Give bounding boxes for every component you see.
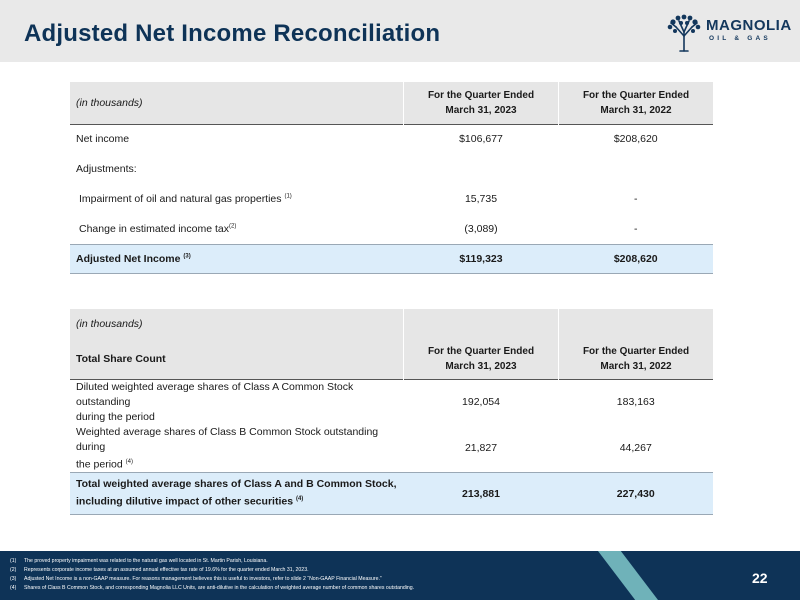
footnote-text: Represents corporate income taxes at an assumed annual effective tax rate of 19.6% for the quarter ended March 31, 2023. bbox=[24, 567, 309, 573]
row-label bbox=[70, 425, 404, 473]
row-label-text: Weighted average shares of Class B Common Stock outstanding during bbox=[76, 425, 379, 453]
row-label bbox=[70, 379, 404, 425]
row-value-2023: 213,881 bbox=[404, 473, 559, 515]
share-count-table bbox=[70, 309, 713, 515]
row-value-2023 bbox=[404, 154, 559, 184]
footnote-item bbox=[10, 566, 650, 575]
column-header-2023 bbox=[404, 82, 559, 124]
row-label bbox=[70, 184, 404, 214]
table-row bbox=[70, 154, 713, 184]
footnote-number: (3) bbox=[10, 576, 17, 582]
row-value-2022: 44,267 bbox=[619, 442, 652, 455]
column-header-line: For the Quarter Ended bbox=[427, 345, 535, 357]
section-label: Total Share Count bbox=[70, 339, 404, 379]
row-value-2023: (3,089) bbox=[464, 222, 498, 235]
row-value-2022: 183,163 bbox=[559, 379, 714, 425]
row-value-2023: $106,677 bbox=[404, 124, 559, 154]
table-row bbox=[70, 214, 713, 244]
footnote-ref: (4) bbox=[125, 458, 133, 465]
footnote-number: (1) bbox=[10, 558, 17, 564]
logo-tagline: OIL & GAS bbox=[709, 35, 771, 42]
row-value-2022: - bbox=[634, 222, 638, 235]
row-value-2022: $208,620 bbox=[559, 124, 714, 154]
column-header-line: March 31, 2022 bbox=[600, 360, 672, 372]
tree-icon bbox=[666, 12, 702, 52]
table-row bbox=[70, 124, 713, 154]
unit-label: (in thousands) bbox=[70, 309, 404, 339]
column-header-line: For the Quarter Ended bbox=[427, 89, 535, 101]
column-header-line: March 31, 2023 bbox=[445, 104, 517, 116]
row-label bbox=[70, 214, 404, 244]
column-header-line: For the Quarter Ended bbox=[582, 89, 690, 101]
footnote-item bbox=[10, 557, 650, 566]
page-title: Adjusted Net Income Reconciliation bbox=[24, 20, 441, 47]
page-number: 22 bbox=[752, 570, 768, 586]
footnotes bbox=[10, 557, 650, 593]
column-header-line: March 31, 2023 bbox=[445, 360, 517, 372]
row-label-text: Total weighted average shares of Class A and B Common Stock, bbox=[76, 478, 397, 491]
row-label-text: Adjusted Net Income bbox=[76, 252, 181, 265]
row-value-2023: 192,054 bbox=[404, 379, 559, 425]
table-header-row bbox=[70, 309, 713, 339]
footnote-number: (2) bbox=[10, 567, 17, 573]
footnote-text: Adjusted Net Income is a non-GAAP measure. For reasons management believes this is useful to investors, refer to slide 2 “Non-GAAP Financial Measure.” bbox=[24, 576, 382, 582]
total-row bbox=[70, 244, 713, 273]
unit-label: (in thousands) bbox=[70, 82, 404, 124]
company-logo bbox=[666, 12, 792, 52]
row-value-2022: 227,430 bbox=[559, 473, 714, 515]
row-label-text: Diluted weighted average shares of Class A Common Stock outstanding bbox=[76, 380, 354, 408]
row-label bbox=[70, 473, 404, 515]
footnote-item bbox=[10, 584, 650, 593]
row-label-text: Change in estimated income tax bbox=[79, 222, 229, 235]
column-header-line: For the Quarter Ended bbox=[582, 345, 690, 357]
table-header-row bbox=[70, 339, 713, 379]
row-value-2023: 15,735 bbox=[464, 193, 498, 205]
row-label: Adjustments: bbox=[76, 163, 137, 175]
table-row bbox=[70, 425, 713, 473]
footnote-number: (4) bbox=[10, 585, 17, 591]
row-value-2023: 21,827 bbox=[464, 442, 498, 455]
table-header-row bbox=[70, 82, 713, 124]
footnote-ref: (4) bbox=[295, 496, 304, 503]
row-value-2022: - bbox=[634, 193, 638, 205]
table-row bbox=[70, 184, 713, 214]
footnote-item bbox=[10, 575, 650, 584]
row-value-2023: $119,323 bbox=[404, 244, 559, 273]
row-label bbox=[70, 244, 404, 273]
column-header-2022 bbox=[559, 339, 714, 379]
row-label: Net income bbox=[70, 124, 404, 154]
column-header-2022 bbox=[559, 82, 714, 124]
table-row bbox=[70, 379, 713, 425]
total-row bbox=[70, 473, 713, 515]
column-header-2023 bbox=[404, 339, 559, 379]
net-income-table bbox=[70, 82, 713, 274]
row-label-text: including dilutive impact of other securities bbox=[76, 495, 294, 508]
row-label-text: the period bbox=[76, 458, 123, 470]
logo-wordmark: MAGNOLIA bbox=[706, 17, 792, 34]
column-header-line: March 31, 2022 bbox=[600, 104, 672, 116]
row-value-2022: $208,620 bbox=[559, 244, 714, 273]
footer-bar bbox=[0, 551, 800, 600]
footnote-text: Shares of Class B Common Stock, and corresponding Magnolia LLC Units, are anti-dilutive in the calculation of weighted average number of common shares outstanding. bbox=[24, 585, 415, 591]
footnote-ref: (1) bbox=[284, 193, 292, 200]
row-label-text: Impairment of oil and natural gas properties bbox=[79, 193, 282, 205]
footnote-ref: (3) bbox=[183, 253, 191, 259]
header-blank bbox=[559, 309, 714, 339]
row-label-text: during the period bbox=[76, 410, 155, 423]
footnote-ref: (2) bbox=[229, 223, 237, 230]
footnote-text: The proved property impairment was related to the natural gas well located in St. Martin Parish, Louisiana. bbox=[24, 558, 268, 564]
row-value-2022 bbox=[559, 154, 714, 184]
header-blank bbox=[404, 309, 559, 339]
